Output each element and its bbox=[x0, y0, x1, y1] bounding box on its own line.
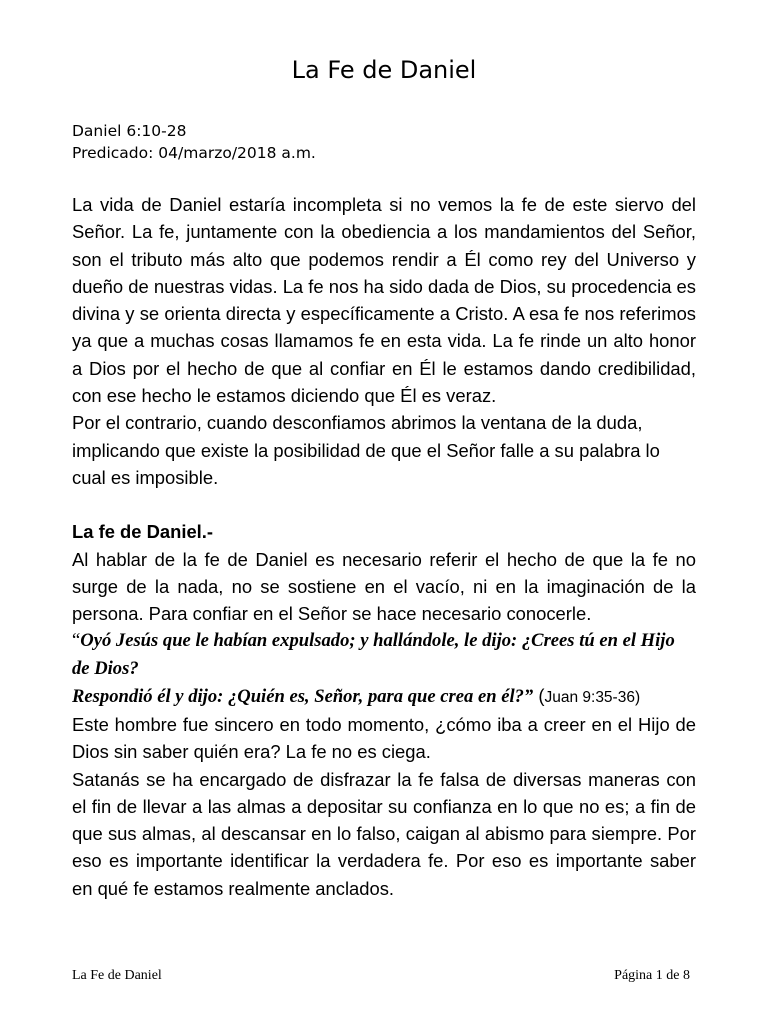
quote-open-mark: “ bbox=[72, 630, 81, 652]
sermon-meta bbox=[72, 120, 316, 164]
page-number: Página 1 de 8 bbox=[614, 968, 690, 983]
section-heading: La fe de Daniel.- bbox=[72, 521, 214, 543]
section-paragraph-3: Satanás se ha encargado de disfrazar la fe falsa de diversas maneras con el fin de llevar a las almas a depositar su confianza en lo que no es; a fin de que sus almas, al descansar en lo falso, caigan al abismo para siempre. Por eso es importante identificar la verdadera fe. Por eso es importante saber en qué fe estamos realmente anclados. bbox=[72, 768, 696, 899]
bible-quote-continued bbox=[72, 682, 696, 711]
preached-date: Predicado: 04/marzo/2018 a.m. bbox=[72, 144, 316, 162]
document-title: La Fe de Daniel bbox=[291, 56, 477, 84]
intro-paragraph-2: Por el contrario, cuando desconfiamos abrimos la ventana de la duda, implicando que existe la posibilidad de que el Señor falle a su palabra lo cual es imposible. bbox=[72, 412, 660, 488]
document-body bbox=[72, 191, 696, 902]
quote-paren: ( bbox=[533, 685, 545, 707]
section-paragraph-2: Este hombre fue sincero en todo momento, ¿cómo iba a creer en el Hijo de Dios sin saber quién era? La fe no es ciega. bbox=[72, 713, 696, 763]
quote-line-2: Respondió él y dijo: ¿Quién es, Señor, para que crea en él?” bbox=[72, 686, 534, 708]
intro-paragraph: La vida de Daniel estaría incompleta si no vemos la fe de este siervo del Señor. La fe, juntamente con la obediencia a los mandamientos del Señor, son el tributo más alto que podemos rendir a Él como rey del Universo y dueño de nuestras vidas. La fe nos ha sido dada de Dios, su procedencia es divina y se orienta directa y específicamente a Cristo. A esa fe nos referimos ya que a muchas cosas llamamos fe en esta vida. La fe rinde un alto honor a Dios por el hecho de que al confiar en Él le estamos dando credibilidad, con ese hecho le estamos diciendo que Él es veraz. bbox=[72, 194, 696, 407]
footer-title: La Fe de Daniel bbox=[72, 968, 162, 983]
paragraph-spacer bbox=[72, 491, 696, 518]
page-footer bbox=[72, 967, 690, 985]
section-paragraph: Al hablar de la fe de Daniel es necesario referir el hecho de que la fe no surge de la nada, no se sostiene en el vacío, ni en la imaginación de la persona. Para confiar en el Señor se hace necesario conocerle. bbox=[72, 548, 696, 625]
bible-quote bbox=[72, 627, 696, 682]
quote-line-1: Oyó Jesús que le habían expulsado; y hallándole, le dijo: ¿Crees tú en el Hijo de Dios? bbox=[72, 630, 675, 679]
quote-reference: Juan 9:35-36) bbox=[544, 689, 641, 707]
scripture-reference: Daniel 6:10-28 bbox=[72, 122, 187, 140]
